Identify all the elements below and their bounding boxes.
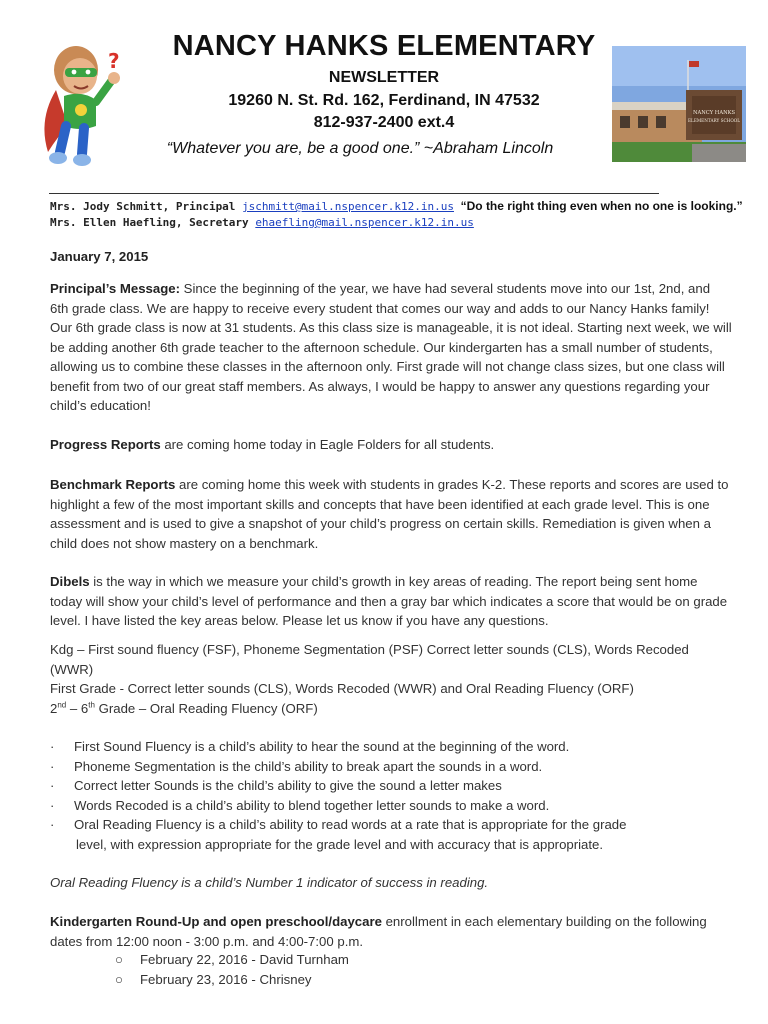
svg-text:ELEMENTARY SCHOOL: ELEMENTARY SCHOOL xyxy=(688,118,740,123)
principal-message xyxy=(50,279,732,416)
list-item: · Words Recoded is a child’s ability to blend together letter sounds to make a word. xyxy=(50,797,550,813)
svg-text:?: ? xyxy=(108,49,120,73)
roundup-text: enrollment in each elementary building on the following dates from 12:00 noon - 3:00 p.m. and 4:00-7:00 p.m. xyxy=(50,914,707,949)
school-address: 19260 N. St. Rd. 162, Ferdinand, IN 47532 xyxy=(228,92,540,109)
benchmark-reports-paragraph xyxy=(50,475,732,553)
orf-note: Oral Reading Fluency is a child’s Number 1 indicator of success in reading. xyxy=(50,875,489,890)
secretary-name: Mrs. Ellen Haefling, Secretary xyxy=(50,216,249,229)
dibels-text: is the way in which we measure your child’s growth in key areas of reading. The report being sent home today will show your child’s level of performance and then a gray bar which indicates a score that would be on grade level. I have listed the key areas below. Please let us know if you have any questions. xyxy=(50,574,728,628)
header-quote: “Whatever you are, be a good one.” ~Abraham Lincoln xyxy=(166,140,554,157)
benchmark-reports-text: are coming home this week with students in grades K-2. These reports and scores are used to highlight a few of the most important skills and concepts that have been identified at each grade level. This is one assessment and is used to give a snapshot of your child’s progress on certain skills. Remediation is given when a child does not show mastery on a benchmark. xyxy=(50,477,729,551)
svg-text:NANCY HANKS: NANCY HANKS xyxy=(692,110,736,116)
list-item: · First Sound Fluency is a child’s ability to hear the sound at the beginning of the word. xyxy=(50,739,570,754)
first-grade-measures: First Grade - Correct letter sounds (CLS), Words Recoded (WWR) and Oral Reading Fluency (ORF) xyxy=(50,681,634,696)
upper-grade-measures: 2nd – 6th Grade – Oral Reading Fluency (ORF) xyxy=(50,700,318,716)
staff-line-principal xyxy=(50,199,743,213)
benchmark-reports-label: Benchmark Reports xyxy=(50,477,176,492)
kindergarten-measures: Kdg – First sound fluency (FSF), Phoneme Segmentation (PSF) Correct letter sounds (CLS), Words Recoded (WWR) xyxy=(50,642,689,677)
school-name: NANCY HANKS ELEMENTARY xyxy=(172,30,596,62)
list-item: · Oral Reading Fluency is a child’s ability to read words at a rate that is appropriate for the grade xyxy=(50,817,627,832)
principal-email-link[interactable]: jschmitt@mail.nspencer.k12.in.us xyxy=(242,200,454,213)
secretary-email-link[interactable]: ehaefling@mail.nspencer.k12.in.us xyxy=(255,216,474,229)
school-motto: “Do the right thing even when no one is looking.” xyxy=(460,199,743,213)
school-phone: 812-937-2400 ext.4 xyxy=(313,114,455,131)
roundup-label: Kindergarten Round-Up and open preschool/daycare xyxy=(50,914,382,929)
principal-message-text: Since the beginning of the year, we have had several students move into our 1st, 2nd, and 6th grade class. We are happy to receive every student that comes our way and adds to our Nancy Hanks family! Our 6th grade class is now at 31 students. As this class size is manageable, it is not ideal. Starting next week, we will be adding another 6th grade teacher to the afternoon schedule. Our kindergarten has a small number of students, allowing us to combine these classes in the afternoon only. First grade will not change class sizes, but one class will benefit from two of our great staff members. As always, I would be happy to answer any questions regarding your child’s education! xyxy=(50,281,732,413)
newsletter-date: January 7, 2015 xyxy=(50,249,149,264)
principal-name: Mrs. Jody Schmitt, Principal xyxy=(50,200,236,213)
progress-reports-label: Progress Reports xyxy=(50,437,161,452)
list-item: · Correct letter Sounds is the child’s ability to give the sound a letter makes xyxy=(50,778,502,793)
roundup-date-item: ○ February 22, 2016 - David Turnham xyxy=(115,952,349,967)
newsletter-label: NEWSLETTER xyxy=(328,69,440,86)
staff-line-secretary xyxy=(50,216,474,229)
dibels-paragraph xyxy=(50,572,732,631)
roundup-date-item: ○ February 23, 2016 - Chrisney xyxy=(115,972,312,987)
principal-message-label: Principal’s Message: xyxy=(50,281,180,296)
grade-level-list xyxy=(50,640,732,718)
progress-reports-text: are coming home today in Eagle Folders for all students. xyxy=(160,437,495,452)
skill-definitions-list xyxy=(50,737,732,854)
list-item: · Phoneme Segmentation is the child’s ability to break apart the sounds in a word. xyxy=(50,758,543,774)
list-item-continuation: level, with expression appropriate for the grade level and with accuracy that is appropriate. xyxy=(76,836,604,852)
roundup-paragraph xyxy=(50,912,732,951)
dibels-label: Dibels xyxy=(50,574,90,589)
progress-reports-paragraph xyxy=(50,435,732,455)
header-divider xyxy=(49,193,659,194)
